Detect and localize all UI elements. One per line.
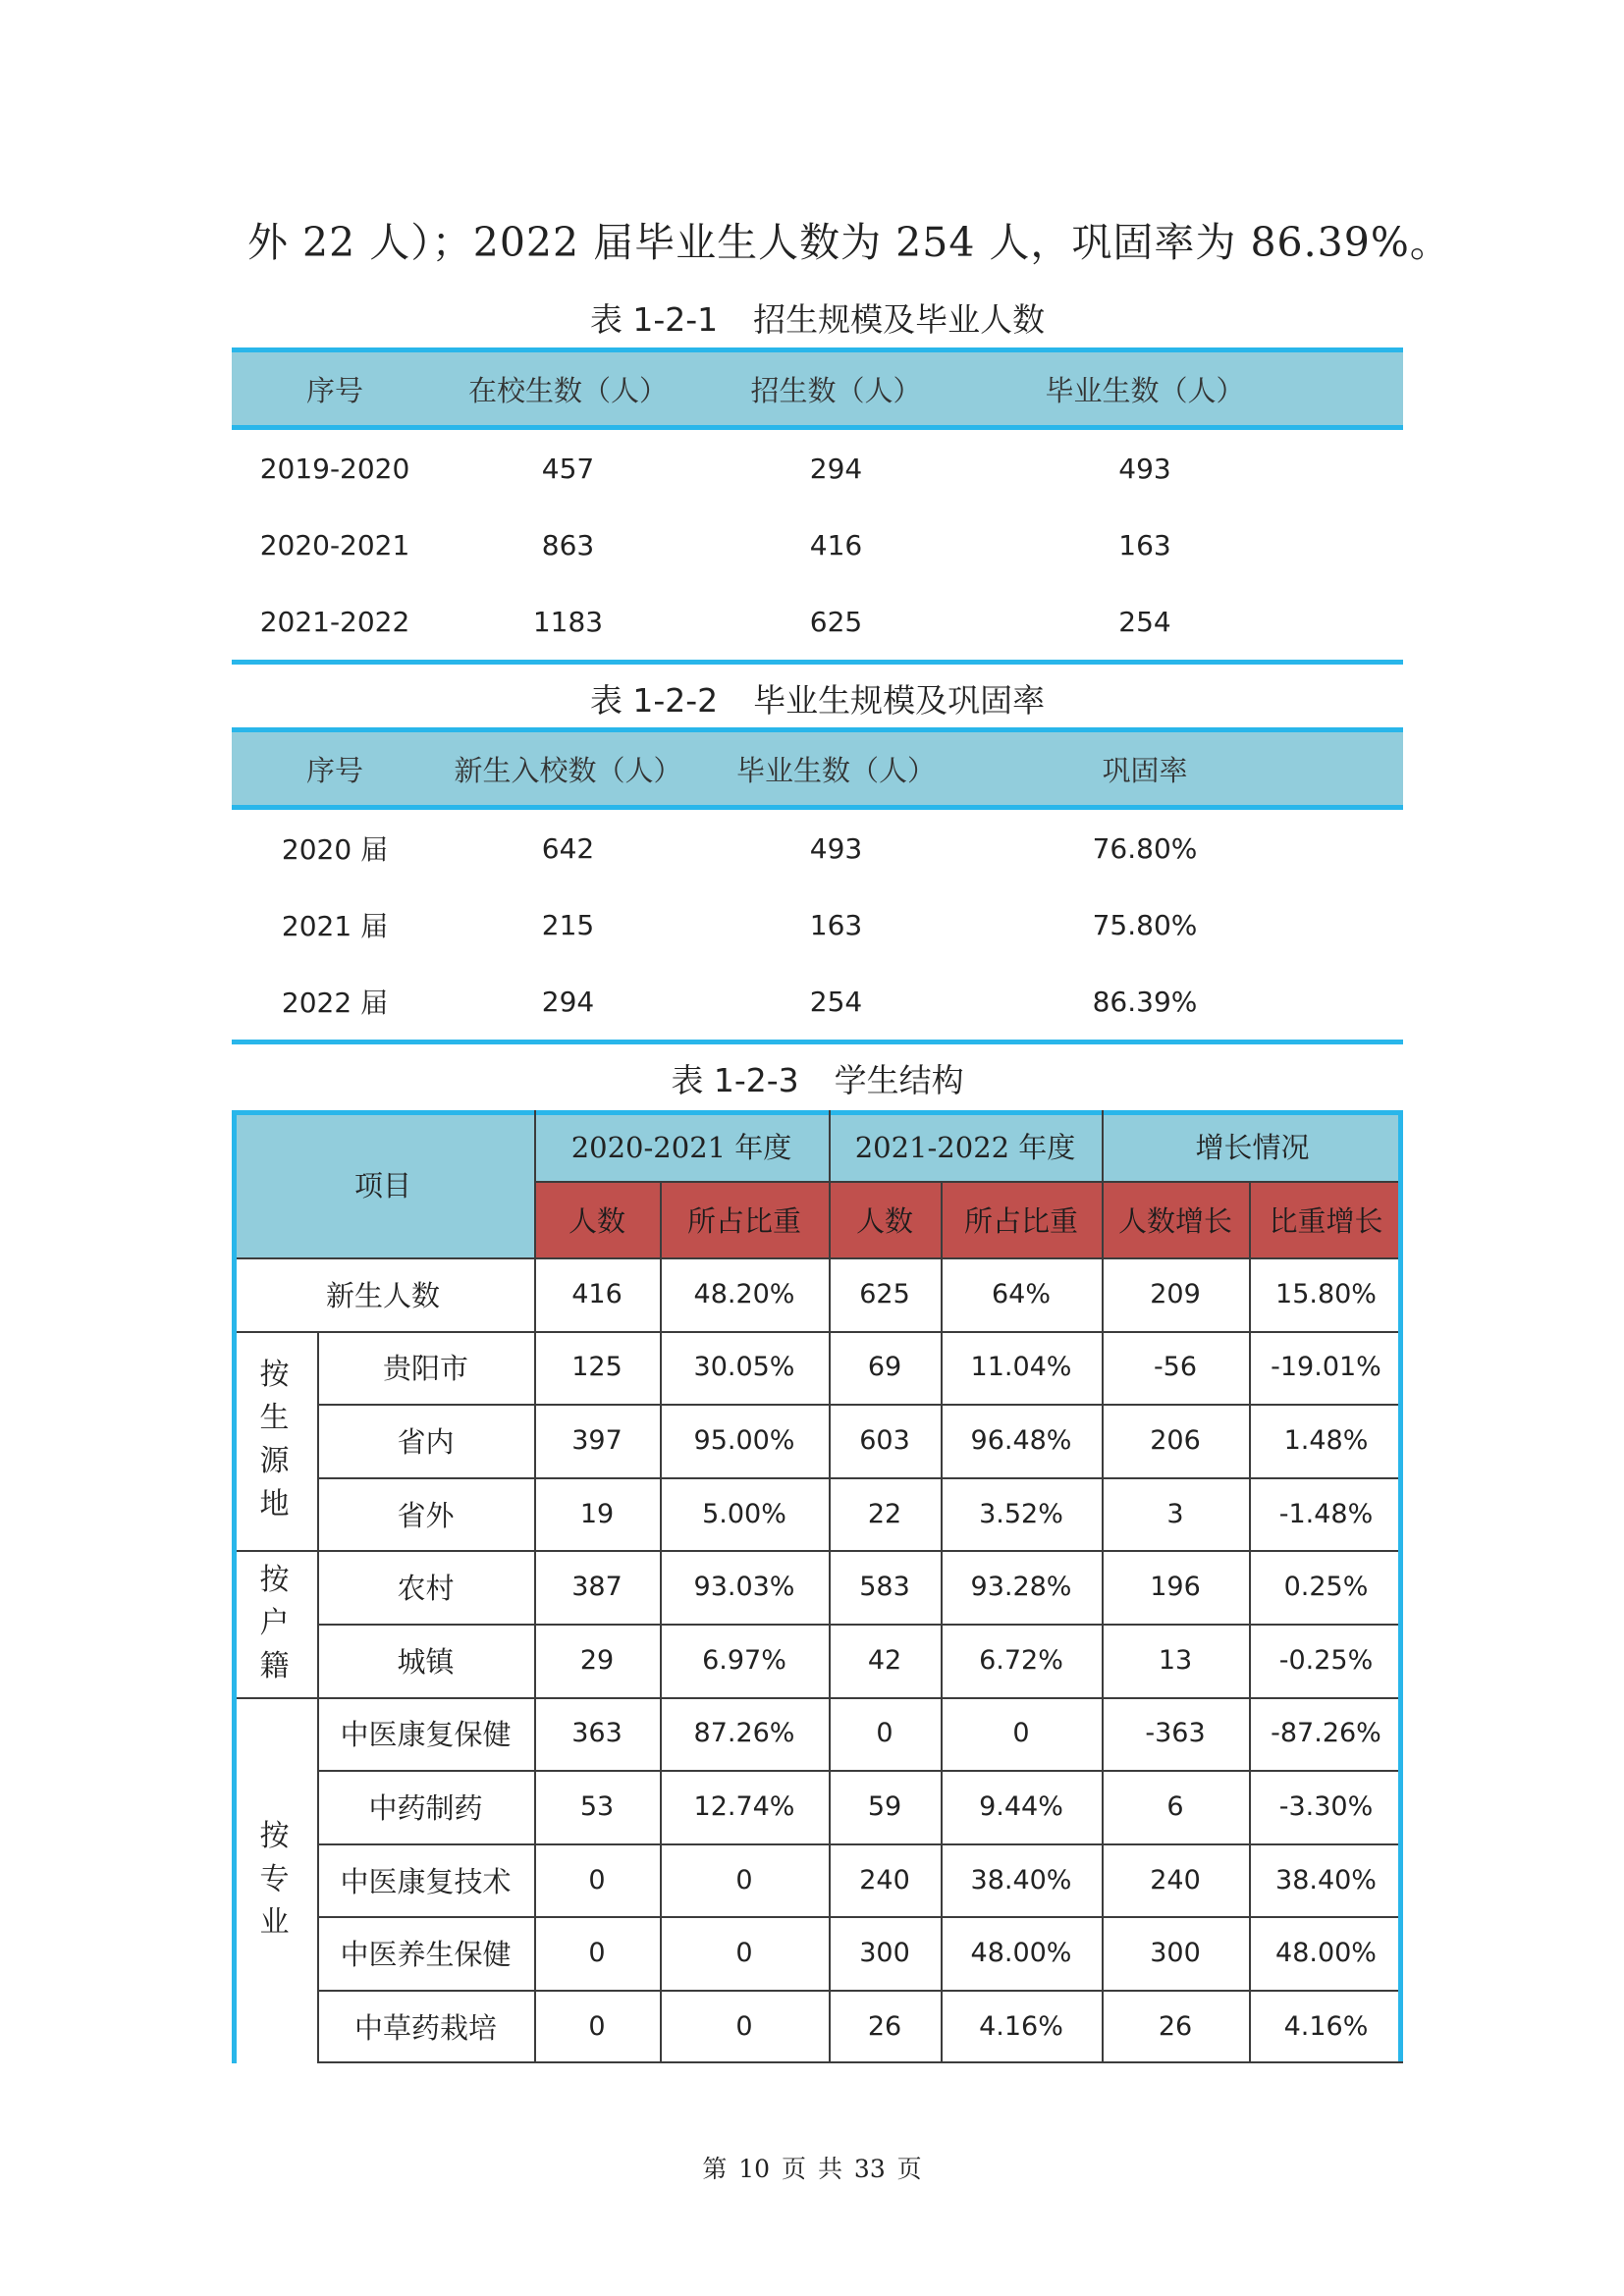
table3-group-char: 籍 (259, 1648, 290, 1683)
table1-cell: 1183 (532, 605, 604, 638)
table3-cell: -0.25% (1278, 1644, 1374, 1676)
table3-cell: 1.48% (1283, 1424, 1369, 1456)
table-row (232, 810, 1403, 886)
table-grid-line (232, 1331, 1403, 1333)
table3-group-char: 按 (259, 1562, 290, 1597)
table-grid-line (1102, 1110, 1104, 2063)
table1-header-row (232, 352, 1403, 425)
table-row (232, 430, 1403, 507)
table2-caption-number: 表 1-2-2 (589, 681, 719, 720)
table3-cell: 416 (571, 1278, 623, 1309)
table1-cell: 863 (541, 528, 595, 561)
table-grid-line (317, 1990, 1403, 1992)
table1-caption-title: 招生规模及毕业人数 (753, 300, 1046, 339)
table2-cell: 76.80% (1092, 831, 1198, 865)
table2-cell: 163 (809, 908, 863, 941)
table3-row-label: 省内 (397, 1424, 455, 1459)
table2-caption-title: 毕业生规模及巩固率 (753, 681, 1046, 720)
student-structure-table (232, 1110, 1403, 2062)
table3-sub-header: 人数增长 (1102, 1181, 1249, 1257)
table1-header-cell: 在校生数（人） (467, 373, 668, 407)
table3-cell: 48.00% (970, 1938, 1072, 1969)
table3-cell: 38.40% (1275, 1864, 1377, 1896)
table3-cell: 87.26% (693, 1718, 795, 1749)
table3-cell: 0 (735, 1938, 753, 1969)
table3-row-label: 中医康复保健 (340, 1718, 512, 1752)
table3-group-header: 2020-2021 年度 (534, 1110, 829, 1181)
table-grid-line (660, 1181, 662, 2063)
table2-cell: 294 (541, 985, 595, 1018)
table2-caption (232, 675, 1403, 721)
table3-left-border (232, 1110, 237, 2063)
table3-cell: 397 (571, 1424, 623, 1456)
table-grid-line (232, 1697, 1403, 1699)
table3-caption (232, 1055, 1403, 1101)
table3-group-label (232, 1550, 317, 1696)
table3-cell: -363 (1145, 1718, 1206, 1749)
table2-bottom-rule (232, 1040, 1403, 1044)
table3-cell: 29 (579, 1644, 615, 1676)
table2-cell: 86.39% (1092, 985, 1198, 1018)
table2-header-cell: 巩固率 (1102, 753, 1188, 787)
table3-cell: 3.52% (979, 1498, 1063, 1529)
table-grid-line (317, 1331, 319, 2063)
table3-cell: 69 (867, 1352, 902, 1383)
table3-cell: 0 (876, 1718, 893, 1749)
table3-row-label: 中医康复技术 (340, 1864, 512, 1898)
table2-cell: 2020 届 (281, 833, 389, 866)
table3-cell: 0 (588, 2010, 606, 2042)
table-grid-line (317, 1624, 1403, 1626)
table-grid-line (232, 1257, 1403, 1259)
table1-cell: 163 (1118, 528, 1171, 561)
table3-group-char: 业 (259, 1905, 290, 1941)
table2-cell: 254 (809, 985, 863, 1018)
table3-sub-header: 人数 (534, 1181, 660, 1257)
table1-cell: 2019-2020 (259, 452, 410, 485)
table3-group-char: 地 (259, 1487, 290, 1522)
table3-cell: 387 (571, 1572, 623, 1603)
table3-cell: 22 (867, 1498, 902, 1529)
table3-cell: 196 (1150, 1572, 1201, 1603)
table-grid-line (1249, 1181, 1251, 2063)
table2-cell: 75.80% (1092, 908, 1198, 941)
table3-row-label: 新生人数 (325, 1278, 440, 1312)
table-row (232, 583, 1403, 660)
table3-group-header: 2021-2022 年度 (829, 1110, 1102, 1181)
table-grid-line (534, 1110, 536, 2063)
table3-row-label: 农村 (397, 1572, 455, 1606)
table3-cell: 26 (867, 2010, 902, 2042)
table3-caption-number: 表 1-2-3 (671, 1061, 799, 1099)
table-grid-line (317, 1916, 1403, 1918)
table3-cell: 4.16% (1283, 2010, 1369, 2042)
table1-cell: 625 (809, 605, 863, 638)
table1-cell: 457 (541, 452, 595, 485)
table3-cell: 96.48% (970, 1424, 1072, 1456)
table-grid-line (317, 1770, 1403, 1772)
table1-cell: 416 (809, 528, 863, 561)
table1-cell: 2021-2022 (259, 605, 410, 638)
table3-cell: 603 (859, 1424, 910, 1456)
table2-header-cell: 新生入校数（人） (454, 753, 682, 787)
table3-item-header: 项目 (232, 1110, 534, 1257)
table3-cell: 583 (859, 1572, 910, 1603)
table2-header-row (232, 732, 1403, 805)
table2-cell: 642 (541, 831, 595, 865)
table3-group-char: 户 (259, 1605, 290, 1640)
table3-top-border (232, 1110, 1403, 1115)
table-row (232, 963, 1403, 1040)
table3-cell: 64% (991, 1278, 1051, 1309)
table3-group-char: 按 (259, 1819, 290, 1854)
table3-cell: -56 (1153, 1352, 1198, 1383)
table1-cell: 493 (1118, 452, 1171, 485)
table2-cell: 493 (809, 831, 863, 865)
table3-cell: 11.04% (970, 1352, 1072, 1383)
table3-cell: 42 (867, 1644, 902, 1676)
table3-cell: 206 (1150, 1424, 1201, 1456)
table3-sub-header: 所占比重 (660, 1181, 829, 1257)
table3-group-char: 生 (259, 1401, 290, 1436)
table3-cell: 48.20% (693, 1278, 795, 1309)
table1-header-cell: 毕业生数（人） (1045, 373, 1245, 407)
table1-caption-number: 表 1-2-1 (589, 300, 719, 339)
table-grid-line (317, 1843, 1403, 1845)
table3-cell: 15.80% (1275, 1278, 1377, 1309)
table3-cell: 0 (588, 1864, 606, 1896)
table2 (232, 727, 1403, 1044)
table3-cell: 363 (571, 1718, 623, 1749)
table3-cell: 5.00% (702, 1498, 786, 1529)
table3-cell: 6.72% (979, 1644, 1063, 1676)
table3-group-char: 专 (259, 1862, 290, 1897)
table-grid-line (941, 1181, 943, 2063)
table3-cell: 240 (859, 1864, 910, 1896)
table3-cell: -19.01% (1271, 1352, 1381, 1383)
table-grid-line (232, 1550, 1403, 1552)
table3-cell: 13 (1158, 1644, 1193, 1676)
table-grid-line (534, 1181, 1403, 1183)
table3-cell: 0.25% (1283, 1572, 1369, 1603)
table3-cell: 93.03% (693, 1572, 795, 1603)
table-grid-line (829, 1110, 831, 2063)
table3-cell: 300 (1150, 1938, 1201, 1969)
table3-cell: 4.16% (979, 2010, 1063, 2042)
table3-sub-header: 比重增长 (1249, 1181, 1403, 1257)
table1-header-cell: 招生数（人） (750, 373, 922, 407)
table3-right-border (1398, 1110, 1403, 2063)
table3-cell: 125 (571, 1352, 623, 1383)
table3-group-label (232, 1331, 317, 1551)
table2-header-cell: 毕业生数（人） (735, 753, 936, 787)
table3-cell: 53 (579, 1790, 615, 1822)
table3-cell: 38.40% (970, 1864, 1072, 1896)
table1 (232, 347, 1403, 665)
table3-cell: 19 (579, 1498, 615, 1529)
table3-cell: 0 (735, 1864, 753, 1896)
table2-cell: 215 (541, 908, 595, 941)
table3-row-label: 中医养生保健 (340, 1938, 512, 1972)
table2-header-cell: 序号 (305, 753, 363, 787)
table-grid-line (317, 1477, 1403, 1479)
table3-cell: 26 (1158, 2010, 1193, 2042)
table3-group-label (232, 1697, 317, 2063)
table1-bottom-rule (232, 660, 1403, 665)
table-grid-line (317, 2061, 1403, 2063)
table3-group-char: 源 (259, 1444, 290, 1479)
table3-row-label: 城镇 (397, 1644, 455, 1679)
table1-cell: 2020-2021 (259, 528, 410, 561)
table3-cell: 0 (1012, 1718, 1030, 1749)
table3-group-char: 按 (259, 1358, 290, 1393)
table3-cell: 6.97% (702, 1644, 786, 1676)
table3-cell: 240 (1150, 1864, 1201, 1896)
table3-cell: 625 (859, 1278, 910, 1309)
table3-cell: 12.74% (693, 1790, 795, 1822)
table3-row-label: 中草药栽培 (353, 2010, 497, 2045)
table3-row-label: 中药制药 (368, 1790, 483, 1825)
table3-cell: 300 (859, 1938, 910, 1969)
table3-cell: 59 (867, 1790, 902, 1822)
table-row (232, 507, 1403, 583)
table3-cell: -1.48% (1278, 1498, 1374, 1529)
lead-paragraph: 外 22 人）；2022 届毕业生人数为 254 人，巩固率为 86.39%。 (247, 219, 1451, 266)
table3-row-label: 省外 (397, 1498, 455, 1532)
table3-cell: 6 (1166, 1790, 1184, 1822)
table3-caption-title: 学生结构 (834, 1061, 964, 1099)
table3-cell: -87.26% (1271, 1718, 1381, 1749)
table3-cell: 3 (1166, 1498, 1184, 1529)
page-footer: 第 10 页 共 33 页 (702, 2155, 922, 2183)
table1-cell: 294 (809, 452, 863, 485)
table3-cell: 9.44% (979, 1790, 1063, 1822)
table1-cell: 254 (1118, 605, 1171, 638)
table3-group-header: 增长情况 (1102, 1110, 1403, 1181)
table3-cell: 48.00% (1275, 1938, 1377, 1969)
table3-sub-header: 人数 (829, 1181, 941, 1257)
table-row (232, 886, 1403, 963)
table1-caption (232, 294, 1403, 341)
table3-cell: 95.00% (693, 1424, 795, 1456)
table-grid-line (317, 1404, 1403, 1406)
table3-cell: -3.30% (1278, 1790, 1374, 1822)
table3-sub-header: 所占比重 (941, 1181, 1102, 1257)
table3-cell: 209 (1150, 1278, 1201, 1309)
table3-cell: 30.05% (693, 1352, 795, 1383)
table3-row-label: 贵阳市 (382, 1352, 468, 1386)
table2-cell: 2021 届 (281, 910, 389, 942)
table3-cell: 0 (735, 2010, 753, 2042)
table2-cell: 2022 届 (281, 987, 389, 1019)
table3-cell: 93.28% (970, 1572, 1072, 1603)
table3-cell: 0 (588, 1938, 606, 1969)
table1-header-cell: 序号 (305, 373, 363, 407)
